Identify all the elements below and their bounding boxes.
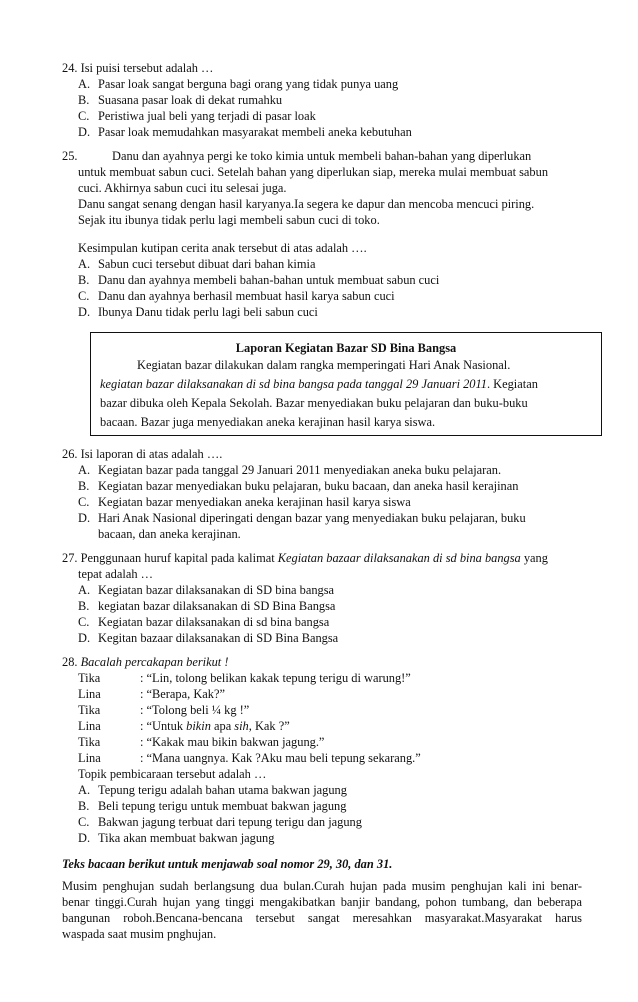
question-prompt: Kesimpulan kutipan cerita anak tersebut di atas adalah ….: [78, 241, 367, 255]
option-c: C. Kegiatan bazar menyediakan aneka kerajinan hasil karya siswa: [78, 495, 411, 509]
report-title: Laporan Kegiatan Bazar SD Bina Bangsa: [235, 341, 457, 355]
report-line: kegiatan bazar dilaksanakan di sd bina bangsa pada tanggal 29 Januari 2011. Kegiatan: [100, 377, 538, 391]
report-line: Kegiatan bazar dilakukan dalam rangka memperingati Hari Anak Nasional.: [137, 358, 511, 372]
option-c: C. Danu dan ayahnya berhasil membuat hasil karya sabun cuci: [78, 289, 395, 303]
dialog-line: Lina : “Untuk bikin apa sih, Kak ?”: [78, 719, 290, 733]
story-line: Danu sangat senang dengan hasil karyanya.Ia segera ke dapur dan mencoba mencuci piring.: [78, 197, 535, 211]
paragraph-line: waspada saat musim pnghujan.: [62, 927, 217, 941]
paragraph-line: benar tinggi.Curah hujan yang tinggi mengakibatkan banjir bandang, pohon tumbang, dan beberapa: [62, 895, 582, 909]
option-b: B. kegiatan bazar dilaksanakan di SD Bina Bangsa: [78, 599, 336, 613]
option-b: B. Kegiatan bazar menyediakan buku pelajaran, buku bacaan, dan aneka hasil kerajinan: [78, 479, 519, 493]
option-b: B. Danu dan ayahnya membeli bahan-bahan untuk membuat sabun cuci: [78, 273, 440, 287]
option-d: D. Tika akan membuat bakwan jagung: [78, 831, 275, 845]
paragraph-line: Musim penghujan sudah berlangsung dua bulan.Curah hujan pada musim penghujan kali ini benar-: [62, 879, 582, 893]
story-line: Sejak itu ibunya tidak perlu lagi membeli sabun cuci di toko.: [78, 213, 380, 227]
option-a: A. Tepung terigu adalah bahan utama bakwan jagung: [78, 783, 347, 797]
dialog-line: Lina : “Mana uangnya. Kak ?Aku mau beli tepung sekarang.”: [78, 751, 421, 765]
story-line: cuci. Akhirnya sabun cuci itu selesai juga.: [78, 181, 287, 195]
option-b: B. Beli tepung terigu untuk membuat bakwan jagung: [78, 799, 347, 813]
question-27: [62, 550, 582, 646]
dialog-line: Tika : “Kakak mau bikin bakwan jagung.”: [78, 735, 325, 749]
question-stem: 27. Penggunaan huruf kapital pada kalimat Kegiatan bazaar dilaksanakan di sd bina bangsa yang: [62, 551, 548, 565]
option-a: A. Pasar loak sangat berguna bagi orang yang tidak punya uang: [78, 77, 399, 91]
reading-paragraph: [62, 878, 582, 942]
option-d: D. Kegitan bazaar dilaksanakan di SD Bina Bangsa: [78, 631, 339, 645]
reading-heading: Teks bacaan berikut untuk menjawab soal nomor 29, 30, dan 31.: [62, 857, 393, 871]
option-a: A. Kegiatan bazar dilaksanakan di SD bina bangsa: [78, 583, 335, 597]
report-line: bazar dibuka oleh Kepala Sekolah. Bazar menyediakan buku pelajaran dan buku-buku: [100, 396, 528, 410]
question-26: [62, 446, 582, 542]
option-a: A. Sabun cuci tersebut dibuat dari bahan kimia: [78, 257, 316, 271]
story-first-line: 25. Danu dan ayahnya pergi ke toko kimia untuk membeli bahan-bahan yang diperlukan: [62, 149, 532, 163]
question-25: [62, 148, 582, 320]
paragraph-line: bangunan roboh.Bencana-bencana tersebut sangat meresahkan masyarakat.Masyarakat harus: [62, 911, 582, 925]
question-stem: 24. Isi puisi tersebut adalah …: [62, 61, 214, 75]
option-d: D. Ibunya Danu tidak perlu lagi beli sabun cuci: [78, 305, 318, 319]
question-stem-continued: tepat adalah …: [78, 567, 153, 581]
option-d-continued: bacaan, dan aneka kerajinan.: [98, 527, 241, 541]
dialog-line: Tika : “Tolong beli ¼ kg !”: [78, 703, 250, 717]
option-d: D. Hari Anak Nasional diperingati dengan bazar yang menyediakan buku pelajaran, buku: [78, 511, 526, 525]
question-instruction: 28. Bacalah percakapan berikut !: [62, 655, 229, 669]
option-c: C. Bakwan jagung terbuat dari tepung terigu dan jagung: [78, 815, 362, 829]
dialog-line: Tika : “Lin, tolong belikan kakak tepung terigu di warung!”: [78, 671, 411, 685]
story-line: untuk membuat sabun cuci. Setelah bahan yang diperlukan siap, mereka mulai membuat sabun: [78, 165, 549, 179]
question-prompt: Topik pembicaraan tersebut adalah …: [78, 767, 267, 781]
question-28: [62, 654, 582, 846]
question-stem: 26. Isi laporan di atas adalah ….: [62, 447, 223, 461]
option-b: B. Suasana pasar loak di dekat rumahku: [78, 93, 283, 107]
option-c: C. Peristiwa jual beli yang terjadi di pasar loak: [78, 109, 316, 123]
option-c: C. Kegiatan bazar dilaksanakan di sd bina bangsa: [78, 615, 330, 629]
option-a: A. Kegiatan bazar pada tanggal 29 Januari 2011 menyediakan aneka buku pelajaran.: [78, 463, 502, 477]
dialog-line: Lina : “Berapa, Kak?”: [78, 687, 225, 701]
report-box: [90, 332, 602, 436]
question-24: [62, 60, 582, 140]
report-line: bacaan. Bazar juga menyediakan aneka kerajinan hasil karya siswa.: [100, 415, 436, 429]
option-d: D. Pasar loak memudahkan masyarakat membeli aneka kebutuhan: [78, 125, 412, 139]
